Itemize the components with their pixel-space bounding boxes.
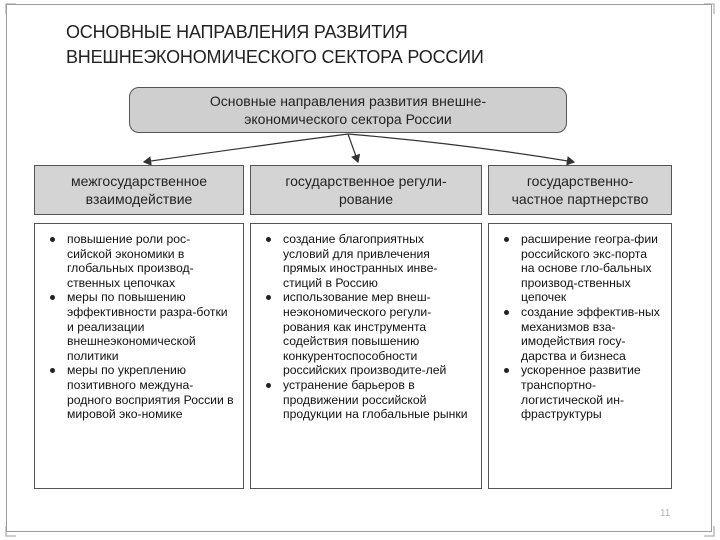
column-3-item-1-text: расширение геогра-фии российского экс-порта на основе гло-бальных производ-ственных цепочек (521, 232, 658, 305)
slide-title-line-2: ВНЕШНЕЭКОНОМИЧЕСКОГО СЕКТОРА РОССИИ (66, 47, 484, 67)
bullet-icon (50, 295, 55, 300)
slide-title (66, 20, 586, 70)
frame-corner-bottom-left (2, 522, 20, 540)
column-1-title-line-2: взаимодействие (85, 191, 193, 207)
column-1-header (34, 165, 244, 215)
slide-title-line-1: ОСНОВНЫЕ НАПРАВЛЕНИЯ РАЗВИТИЯ (66, 22, 408, 42)
column-3-title-line-2: частное партнерство (511, 191, 649, 207)
column-1-item-3-text: меры по укреплению позитивного междуна-родного восприятия России в мировой эко-номике (67, 363, 234, 422)
connector-arrows (26, 82, 680, 172)
column-2-body (250, 223, 482, 489)
column-1-title-line-1: межгосударственное (71, 173, 207, 189)
bullet-icon (504, 368, 509, 373)
column-2-title-line-1: государственное регули- (285, 173, 447, 189)
diagram-header-line-1: Основные направления развития внешне- (209, 93, 487, 109)
frame-corner-top-right (700, 0, 718, 18)
column-1-item-1-text: повышение роли рос-сийской экономики в глобальных производ-ственных цепочках (67, 232, 194, 290)
column-2-item-2 (283, 290, 473, 378)
column-3-body (488, 223, 672, 489)
column-1-item-1 (67, 232, 235, 290)
column-3-item-3-text: ускоренное развитие транспортно-логистической ин-фраструктуры (521, 363, 641, 422)
column-1-item-2 (67, 290, 235, 363)
page-number: 11 (660, 508, 671, 519)
arrow-to-column-1 (144, 134, 348, 162)
diagram-image (26, 82, 680, 496)
column-2-item-3 (283, 378, 473, 422)
bullet-icon (504, 237, 509, 242)
column-3-item-2-text: создание эффектив-ных механизмов вза-имодействия госу-дарства и бизнеса (521, 304, 660, 363)
column-2-item-3-text: устранение барьеров в продвижении российской продукции на глобальные рынки (283, 377, 468, 422)
column-1-body (34, 223, 244, 489)
arrow-to-column-3 (348, 134, 574, 162)
column-2-item-2-text: использование мер внеш-неэкономического регули-рования как инструмента содействия повышению конкурентоспособности российских производите-лей (283, 290, 447, 378)
bullet-icon (50, 368, 55, 373)
column-2-header (250, 165, 482, 215)
arrow-to-column-2 (348, 134, 358, 162)
column-3-item-2 (521, 305, 663, 363)
column-3-header (488, 165, 672, 215)
frame-corner-bottom-right (700, 522, 718, 540)
column-1-item-2-text: меры по повышению эффективности разра-ботки и реализации внешнеэкономической политики (67, 290, 228, 363)
bullet-icon (504, 310, 509, 315)
bullet-icon (50, 237, 55, 242)
frame-corner-top-left (2, 0, 20, 18)
bullet-icon (266, 237, 271, 242)
column-3-item-3 (521, 363, 663, 421)
bullet-icon (266, 383, 271, 388)
diagram-header-line-2: экономического сектора России (244, 111, 452, 127)
bullet-icon (266, 295, 271, 300)
column-1-item-3 (67, 363, 235, 421)
column-2-title-line-2: рование (339, 191, 393, 207)
column-2-item-1 (283, 232, 473, 290)
column-3-title-line-1: государственно- (526, 173, 634, 189)
column-2-item-1-text: создание благоприятных условий для привлечения прямых иностранных инве-стиций в Россию (283, 232, 438, 290)
column-3-item-1 (521, 232, 663, 305)
